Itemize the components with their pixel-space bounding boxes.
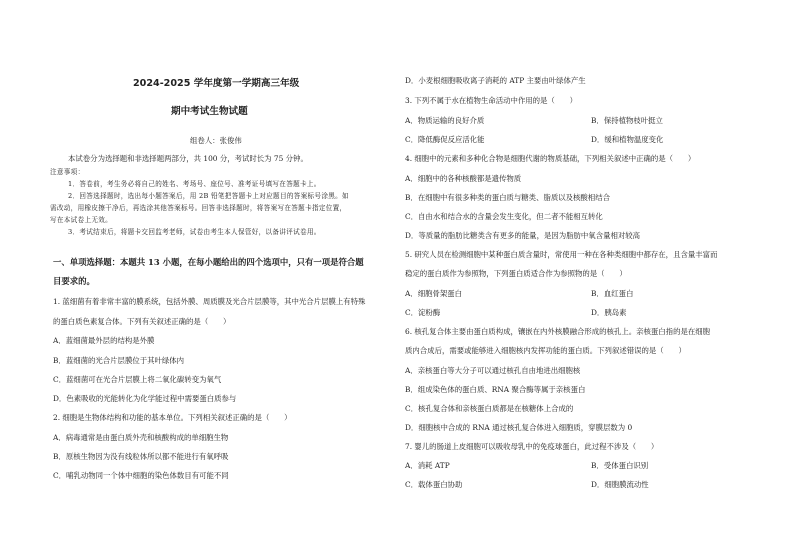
q6-option-c: C．核孔复合体和亲核蛋白质都是在核糖体上合成的 [405,404,574,413]
q3-option-a: A．物质运输的良好介质 [405,116,485,125]
q2-option-b: B．原核生物因为没有线粒体所以都不能进行有氧呼吸 [53,452,229,461]
q6-stem: 6. 核孔复合体主要由蛋白质构成，镶嵌在内外核膜融合形成的核孔上。亲核蛋白指的是在细胞 [405,327,711,336]
q6-stem-cont: 质内合成后，需要或能够进入细胞核内发挥功能的蛋白质。下列叙述错误的是（ ） [405,346,686,355]
q4-option-d: D．等质量的脂肪比糖类含有更多的能量，是因为脂肪中氧含量相对较高 [405,231,641,240]
q5-option-c: C．淀粉酶 [405,308,441,317]
author: 组卷人：张俊伟 [190,136,242,145]
q7-stem: 7. 婴儿的肠道上皮细胞可以吸收母乳中的免疫球蛋白，此过程不涉及（ ） [405,442,659,451]
q7-option-b: B．受体蛋白识别 [591,461,649,470]
q3-option-b: B．保持植物枝叶挺立 [591,116,663,125]
q6-option-b: B．组成染色体的蛋白质、RNA 聚合酶等属于亲核蛋白 [405,385,586,394]
notice-2: 2．回答选择题时，选出每小题答案后，用 2B 铅笔把答题卡上对应题目的答案标号涂黑。如 [68,192,349,200]
q6-option-d: D．细胞核中合成的 RNA 通过核孔复合体进入细胞质，穿膜层数为 0 [405,423,633,432]
q4-option-a: A．细胞中的各种核酸都是遗传物质 [405,174,522,183]
section-heading: 一、单项选择题：本题共 13 小题，在每小题给出的四个选项中，只有一项是符合题 [53,257,364,267]
q2-option-c: C．哺乳动物同一个体中细胞的染色体数目有可能不同 [53,471,229,480]
q5-stem: 5. 研究人员在检测细胞中某种蛋白质含量时，常使用一种在各种类细胞中都存在，且含量丰富而 [405,250,718,259]
q1-stem-cont: 的蛋白质色素复合体。下列有关叙述正确的是（ ） [53,317,231,326]
section-heading-cont: 目要求的。 [53,276,95,286]
notice-3: 3．考试结束后，将题卡交回监考老师，试卷由考生本人保管好，以备讲评试卷用。 [68,228,321,236]
q7-option-c: C．载体蛋白协助 [405,480,463,489]
q3-stem: 3. 下列不属于水在植物生命活动中作用的是（ ） [405,96,577,105]
q5-option-a: A．细胞骨架蛋白 [405,289,463,298]
notice-heading: 注意事项： [50,168,85,176]
q2-stem: 2. 细胞是生物体结构和功能的基本单位。下列相关叙述正确的是（ ） [53,413,292,422]
intro-text: 本试卷分为选择题和非选择题两部分，共 100 分，考试时长为 75 分钟。 [68,154,308,163]
exam-title-line1: 2024-2025 学年度第一学期高三年级 [133,78,300,89]
q2-option-d: D．小麦根细胞吸收离子消耗的 ATP 主要由叶绿体产生 [405,76,586,85]
q5-stem-cont: 稳定的蛋白质作为参照物，下列蛋白质适合作为参照物的是（ ） [405,269,627,278]
q4-option-c: C．自由水和结合水的含量会发生变化，但二者不能相互转化 [405,212,603,221]
q1-option-b: B．蓝细菌的光合片层膜位于其叶绿体内 [53,356,185,365]
q1-option-c: C．蓝细菌可在光合片层膜上将二氧化碳转变为氧气 [53,375,222,384]
q4-option-b: B．在细胞中有很多种类的蛋白质与糖类、脂质以及核酸相结合 [405,193,610,202]
q1-option-a: A．蓝细菌最外层的结构是外膜 [53,336,155,345]
q4-stem: 4. 细胞中的元素和多种化合物是细胞代谢的物质基础，下列相关叙述中正确的是（ ） [405,154,696,163]
q3-option-c: C．降低酶促反应活化能 [405,135,485,144]
q1-option-d: D．色素吸收的光能转化为化学能过程中需要蛋白质参与 [53,394,237,403]
exam-title-line2: 期中考试生物试题 [171,106,248,117]
q3-option-d: D．缓和植物温度变化 [591,135,664,144]
q5-option-b: B．血红蛋白 [591,289,634,298]
q2-option-a: A．病毒通常是由蛋白质外壳和核酸构成的单细胞生物 [53,433,229,442]
q1-stem: 1. 蓝细菌有着非常丰富的膜系统，包括外膜、周质膜及光合片层膜等，其中光合片层膜上有特殊 [53,297,366,306]
notice-2-end: 写在本试卷上无效。 [50,216,113,224]
notice-1: 1．答卷前，考生务必将自己的姓名、考场号、座位号、准考证号填写在答题卡上。 [68,180,321,188]
q7-option-d: D．细胞膜流动性 [591,480,649,489]
notice-2-cont: 需改动，用橡皮擦干净后，再选涂其他答案标号。回答非选择题时，将答案写在答题卡指定位置， [50,204,347,212]
q6-option-a: A．亲核蛋白等大分子可以通过核孔自由地进出细胞核 [405,366,581,375]
q7-option-a: A．消耗 ATP [405,461,450,470]
q5-option-d: D．胰岛素 [591,308,627,317]
